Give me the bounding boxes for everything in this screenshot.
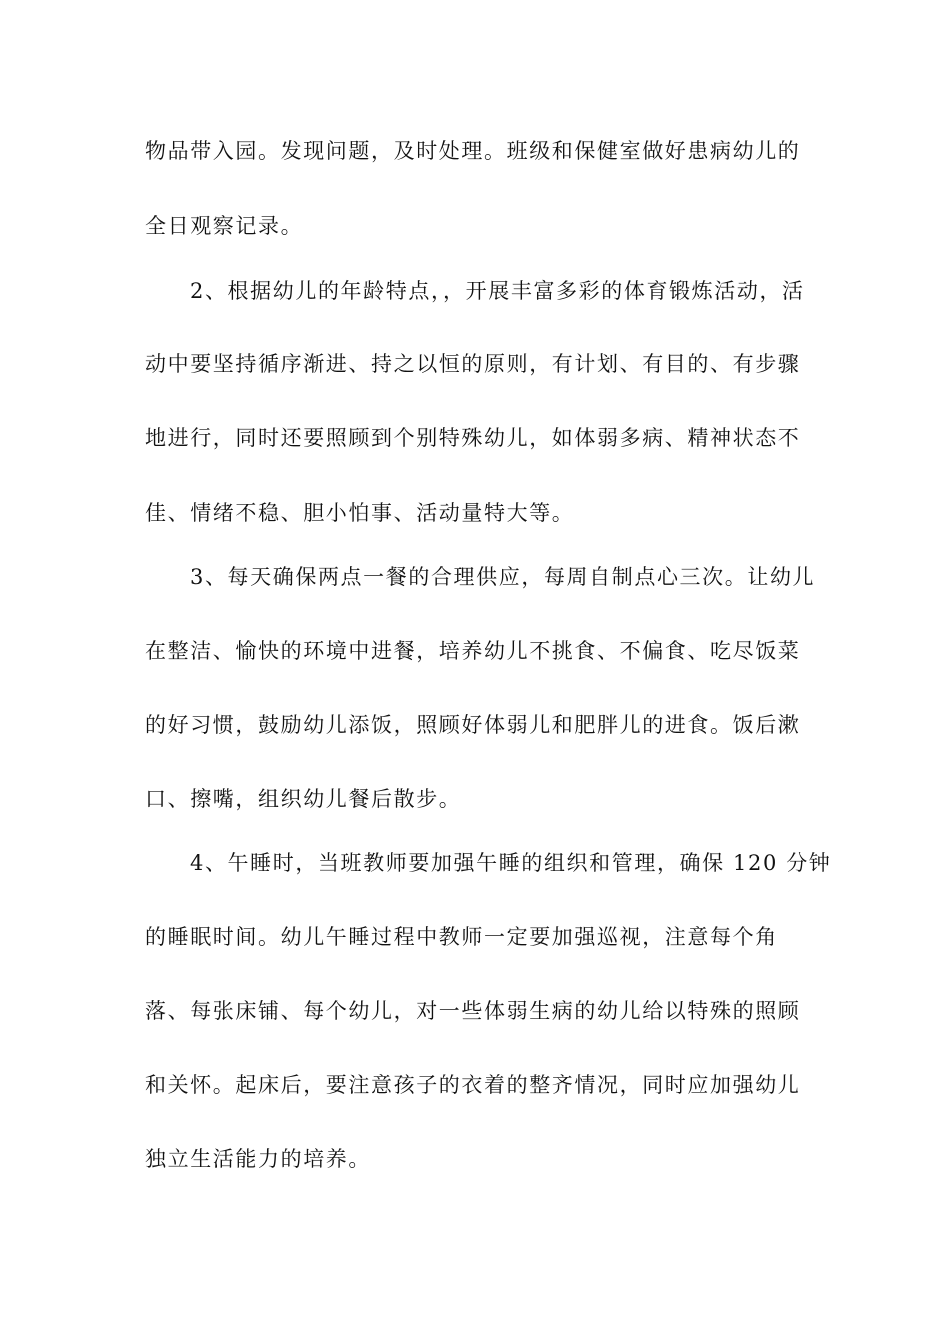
text-line: 的好习惯，鼓励幼儿添饭，照顾好体弱儿和肥胖儿的进食。饭后漱 — [145, 713, 801, 737]
text-line: 口、擦嘴，组织幼儿餐后散步。 — [145, 787, 462, 811]
paragraph-4-start: 4、午睡时，当班教师要加强午睡的组织和管理，确保 120 分钟 — [190, 851, 832, 875]
text-line: 的睡眠时间。幼儿午睡过程中教师一定要加强巡视，注意每个角 — [145, 925, 778, 949]
text-line: 动中要坚持循序渐进、持之以恒的原则，有计划、有目的、有步骤 — [145, 352, 801, 376]
text-line: 佳、情绪不稳、胆小怕事、活动量特大等。 — [145, 501, 575, 525]
text-line: 在整洁、愉快的环境中进餐，培养幼儿不挑食、不偏食、吃尽饭菜 — [145, 639, 801, 663]
text-line: 物品带入园。发现问题，及时处理。班级和保健室做好患病幼儿的 — [145, 139, 801, 163]
text-line: 和关怀。起床后，要注意孩子的衣着的整齐情况，同时应加强幼儿 — [145, 1073, 801, 1097]
text-line: 落、每张床铺、每个幼儿，对一些体弱生病的幼儿给以特殊的照顾 — [145, 999, 801, 1023]
paragraph-2-start: 2、根据幼儿的年龄特点，，开展丰富多彩的体育锻炼活动，活 — [190, 279, 805, 303]
paragraph-3-start: 3、每天确保两点一餐的合理供应，每周自制点心三次。让幼儿 — [190, 565, 816, 589]
text-line: 独立生活能力的培养。 — [145, 1147, 371, 1171]
text-line: 地进行，同时还要照顾到个别特殊幼儿，如体弱多病、精神状态不 — [145, 426, 801, 450]
text-line: 全日观察记录。 — [145, 214, 304, 238]
